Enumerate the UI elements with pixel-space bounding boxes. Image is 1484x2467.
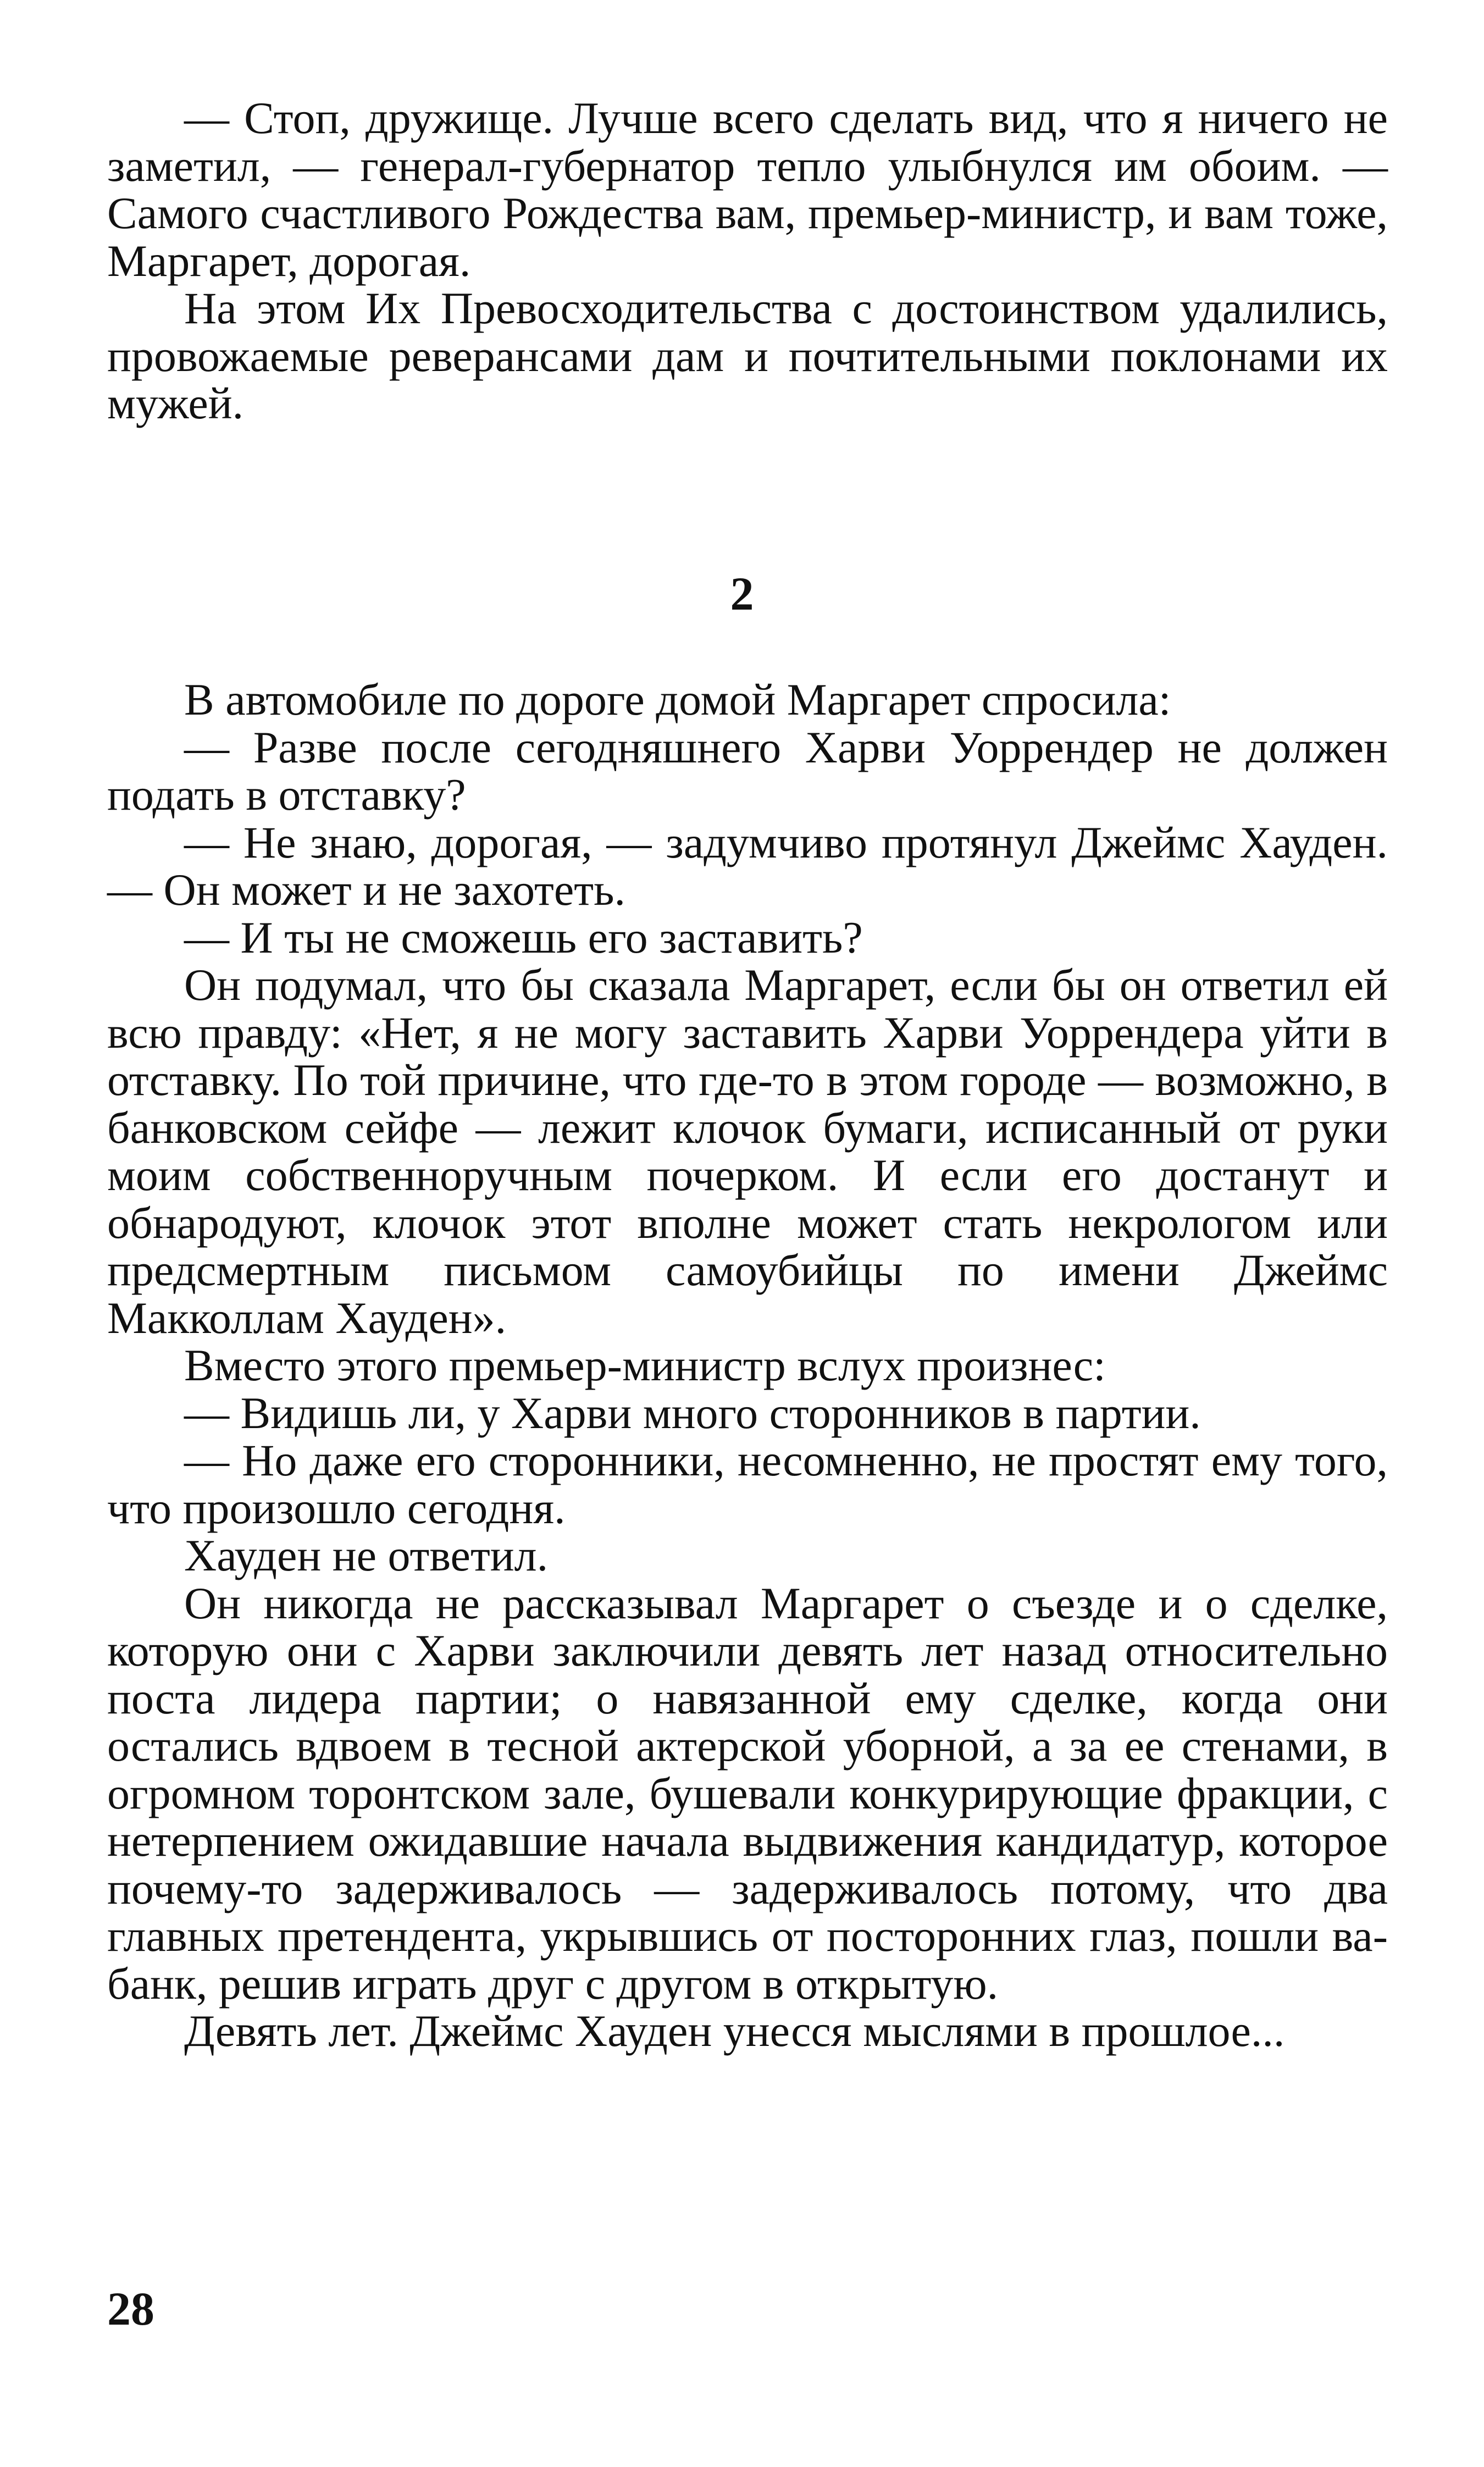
text-block-main [107,676,1388,2055]
paragraph: Он никогда не рассказывал Маргарет о съезде и о сделке, которую они с Харви заключили девять лет назад относительно поста лидера партии; о навязанной ему сделке, когда они остались вдвоем в тесной актерской уборной, а за ее стенами, в огромном торонтском зале, бушевали конкурирующие фракции, с нетерпением ожидавшие начала выдвижения кандидатур, которое почему-то задерживалось — задерживалось потому, что два главных претендента, укрывшись от посторонних глаз, пошли ва-банк, решив играть друг с другом в открытую. [107,1578,1388,2009]
paragraph: — Не знаю, дорогая, — задумчиво протянул Джеймс Хауден. — Он может и не захотеть. [107,817,1388,915]
paragraph: На этом Их Превосходительства с достоинством удалились, провожаемые реверансами дам и почтительными поклонами их мужей. [107,283,1388,428]
paragraph: В автомобиле по дороге домой Маргарет спросила: [184,674,1171,724]
text-block-top [107,95,1388,428]
paragraph: Вместо этого премьер-министр вслух произнес: [184,1340,1106,1390]
paragraph: — Разве после сегодняшнего Харви Уоррендер не должен подать в отставку? [107,722,1388,820]
paragraph: — Стоп, дружище. Лучше всего сделать вид, что я ничего не заметил, — генерал-губернатор тепло улыбнулся им обоим. — Самого счастливого Рождества вам, премьер-министр, и вам тоже, Маргарет, дорогая. [107,93,1388,286]
paragraph: Он подумал, что бы сказала Маргарет, если бы он ответил ей всю правду: «Нет, я не могу заставить Харви Уоррендера уйти в отставку. По той причине, что где-то в этом городе — возможно, в банковском сейфе — лежит клочок бумаги, исписанный от руки моим собственноручным почерком. И если его достанут и обнародуют, клочок этот вполне может стать некрологом или предсмертным письмом самоубийцы по имени Джеймс Макколлам Хауден». [107,960,1388,1343]
paragraph: Девять лет. Джеймс Хауден унесся мыслями в прошлое... [184,2006,1285,2056]
section-number: 2 [730,567,754,620]
paragraph: — И ты не сможешь его заставить? [184,912,863,963]
paragraph: Хауден не ответил. [184,1530,549,1580]
page-number: 28 [107,2282,154,2335]
paragraph: — Видишь ли, у Харви много сторонников в партии. [184,1387,1201,1438]
paragraph: — Но даже его сторонники, несомненно, не простят ему того, что произошло сегодня. [107,1435,1388,1533]
